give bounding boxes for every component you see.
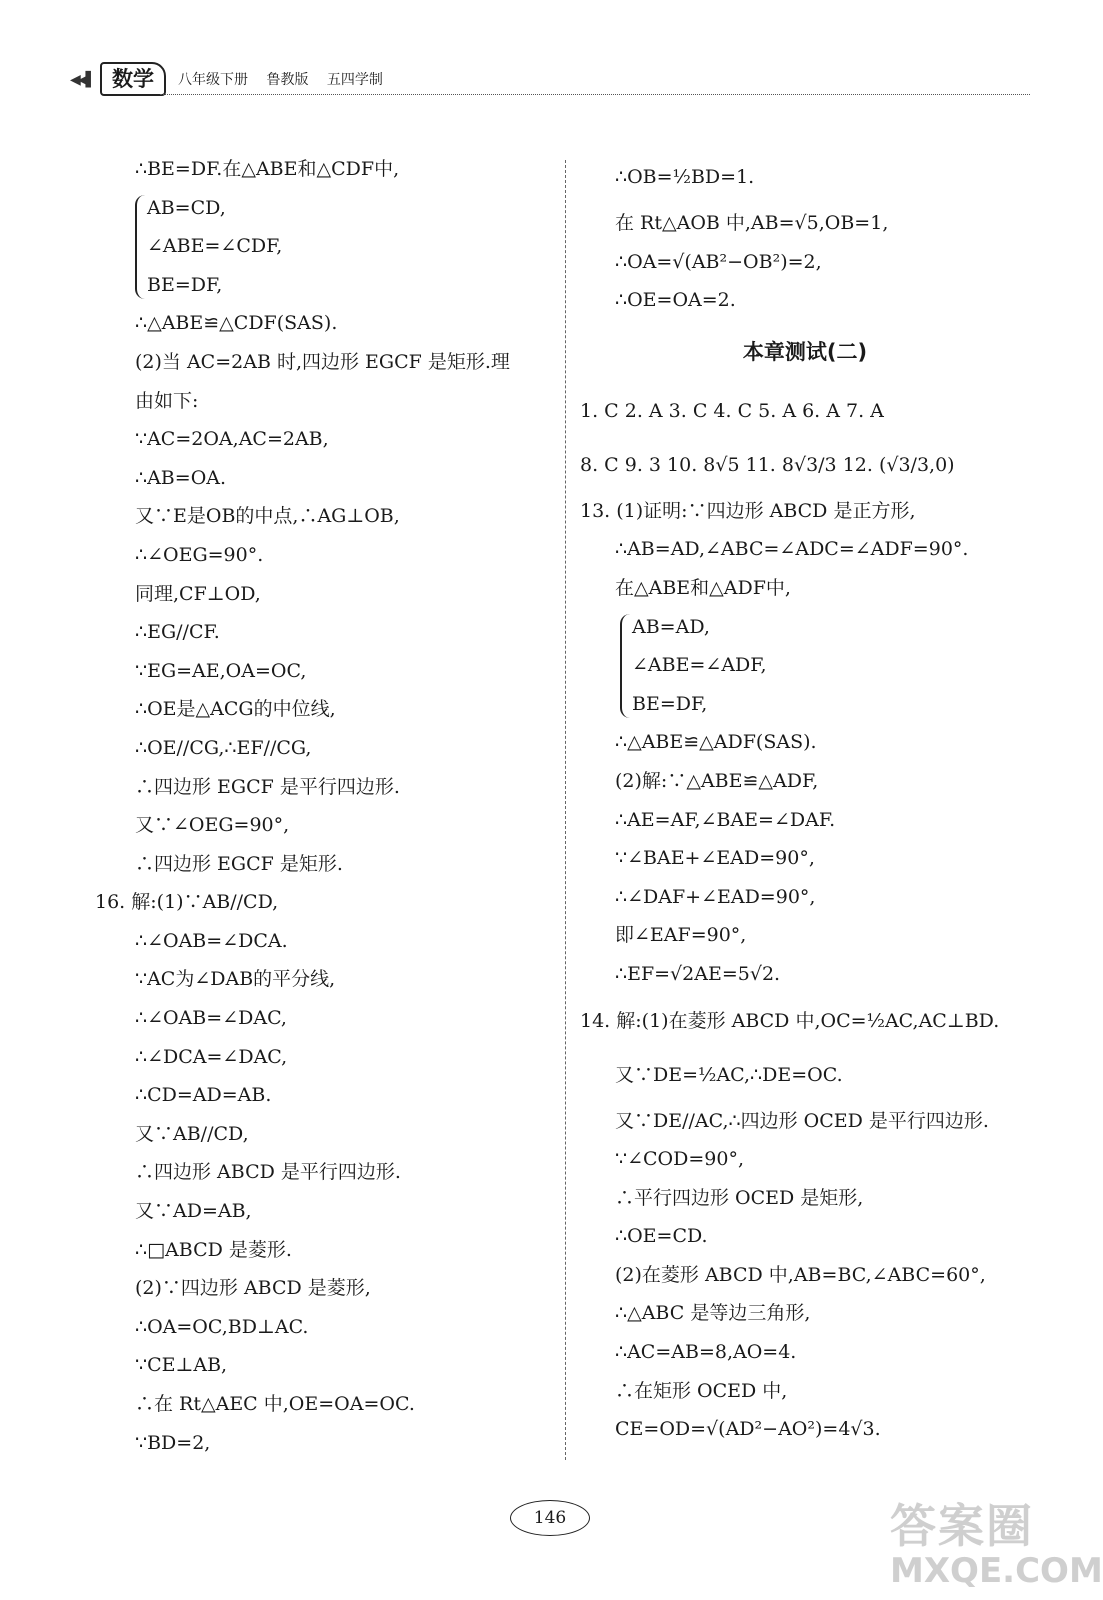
question-16: 16. 解:(1)∵AB//CD,: [95, 891, 279, 914]
text-line: ∴∠OAB=∠DCA.: [135, 929, 288, 952]
text-line: ∠ABE=∠ADF,: [632, 654, 767, 677]
text-line: ∴在 Rt△AEC 中,OE=OA=OC.: [135, 1393, 415, 1415]
right-column: [580, 150, 1030, 1449]
text-line: ∵AC为∠DAB的平分线,: [135, 968, 336, 991]
text-line: 又∵E是OB的中点,∴AG⊥OB,: [135, 505, 400, 528]
question-13: 13. (1)证明:∵四边形 ABCD 是正方形,: [580, 499, 916, 522]
answer-row: 8. C 9. 3 10. 8√5 11. 8√3/3 12. (√3/3,0): [580, 453, 955, 476]
text-line: ∵EG=AE,OA=OC,: [135, 659, 307, 682]
text-line: ∴四边形 ABCD 是平行四边形.: [135, 1161, 401, 1184]
text-line: ∵CE⊥AB,: [135, 1354, 228, 1377]
arrow-decoration-icon: ◀◀▌: [70, 72, 94, 88]
text-line: ∵AC=2OA,AC=2AB,: [135, 428, 329, 451]
text-line: ∴EF=√2AE=5√2.: [615, 962, 781, 985]
chapter-title: 本章测试(二): [742, 339, 868, 364]
text-line: ∴∠DAF+∠EAD=90°,: [615, 885, 816, 908]
text-line: BE=DF,: [632, 692, 708, 715]
text-line: ∴四边形 EGCF 是平行四边形.: [135, 775, 400, 798]
left-column: [95, 150, 555, 1462]
text-line: ∴OE=OA=2.: [615, 289, 736, 312]
text-line: ∴AC=AB=8,AO=4.: [615, 1341, 797, 1364]
text-line: BE=DF,: [147, 273, 223, 296]
text-line: 在△ABE和△ADF中,: [615, 576, 791, 599]
text-line: ∴OB=½BD=1.: [615, 166, 755, 188]
watermark-text: 答案圈: [890, 1499, 1034, 1553]
header-rule: [160, 94, 1030, 95]
text-line: ∴△ABE≌△CDF(SAS).: [135, 312, 338, 335]
text-line: ∴CD=AD=AB.: [135, 1084, 272, 1107]
question-14: 14. 解:(1)在菱形 ABCD 中,OC=½AC,AC⊥BD.: [580, 1009, 1000, 1032]
text-line: ∴AB=OA.: [135, 466, 227, 489]
text-line: 又∵AB//CD,: [135, 1122, 249, 1145]
text-line: 又∵DE//AC,∴四边形 OCED 是平行四边形.: [615, 1109, 989, 1132]
text-line: ∠ABE=∠CDF,: [147, 235, 283, 258]
page-header: [60, 60, 1030, 100]
text-line: ∴平行四边形 OCED 是矩形,: [615, 1186, 864, 1209]
text-line: ∴OE//CG,∴EF//CG,: [135, 736, 312, 759]
column-divider: [565, 160, 566, 1460]
text-line: 又∵∠OEG=90°,: [135, 814, 290, 837]
grade-label: 八年级下册: [178, 72, 248, 88]
edition-label: 鲁教版: [266, 72, 309, 88]
page-number: 146: [510, 1500, 590, 1536]
text-line: ∴OE=CD.: [615, 1225, 708, 1248]
text-line: ∴AE=AF,∠BAE=∠DAF.: [615, 808, 836, 831]
text-line: (2)解:∵△ABE≌△ADF,: [615, 769, 819, 792]
text-line: ∴△ABE≌△ADF(SAS).: [615, 731, 817, 754]
text-line: ∴EG//CF.: [135, 621, 220, 644]
text-line: ∴∠OAB=∠DAC,: [135, 1007, 287, 1030]
equation-system: [95, 189, 555, 305]
watermark-url: MXQE.COM: [890, 1551, 1103, 1591]
text-line: AB=AD,: [632, 615, 710, 638]
text-line: ∴□ABCD 是菱形.: [135, 1238, 292, 1261]
text-line: (2)在菱形 ABCD 中,AB=BC,∠ABC=60°,: [615, 1263, 986, 1286]
text-line: ∴△ABC 是等边三角形,: [615, 1302, 811, 1325]
brace-icon: [620, 614, 630, 718]
text-line: 由如下:: [135, 389, 199, 412]
text-line: ∴BE=DF.在△ABE和△CDF中,: [135, 158, 400, 180]
text-line: ∵BD=2,: [135, 1431, 211, 1454]
text-line: 在 Rt△AOB 中,AB=√5,OB=1,: [615, 212, 889, 234]
book-info: [178, 69, 397, 89]
text-line: ∴∠DCA=∠DAC,: [135, 1045, 288, 1068]
text-line: (2)当 AC=2AB 时,四边形 EGCF 是矩形.理: [135, 350, 510, 373]
brace-icon: [135, 195, 145, 299]
text-line: AB=CD,: [147, 196, 226, 219]
text-line: (2)∵四边形 ABCD 是菱形,: [135, 1277, 371, 1300]
text-line: 又∵DE=½AC,∴DE=OC.: [615, 1063, 843, 1086]
text-line: ∴OA=OC,BD⊥AC.: [135, 1315, 309, 1338]
text-line: 同理,CF⊥OD,: [135, 582, 261, 605]
text-line: ∴四边形 EGCF 是矩形.: [135, 852, 343, 875]
text-line: 又∵AD=AB,: [135, 1200, 252, 1223]
text-line: ∴∠OEG=90°.: [135, 543, 264, 566]
text-line: ∴OE是△ACG的中位线,: [135, 698, 336, 721]
text-line: 即∠EAF=90°,: [615, 924, 747, 947]
text-line: ∴在矩形 OCED 中,: [615, 1379, 788, 1402]
answer-row: 1. C 2. A 3. C 4. C 5. A 6. A 7. A: [580, 399, 884, 422]
watermark-logo: [890, 1499, 1103, 1595]
text-line: ∴AB=AD,∠ABC=∠ADC=∠ADF=90°.: [615, 538, 969, 561]
text-line: ∴OA=√(AB²−OB²)=2,: [615, 250, 822, 273]
subject-label: 数学: [100, 62, 166, 96]
text-line: CE=OD=√(AD²−AO²)=4√3.: [615, 1418, 881, 1441]
system-label: 五四学制: [326, 72, 383, 88]
text-line: ∵∠COD=90°,: [615, 1148, 744, 1171]
equation-system: [580, 608, 1030, 724]
text-line: ∵∠BAE+∠EAD=90°,: [615, 847, 815, 870]
